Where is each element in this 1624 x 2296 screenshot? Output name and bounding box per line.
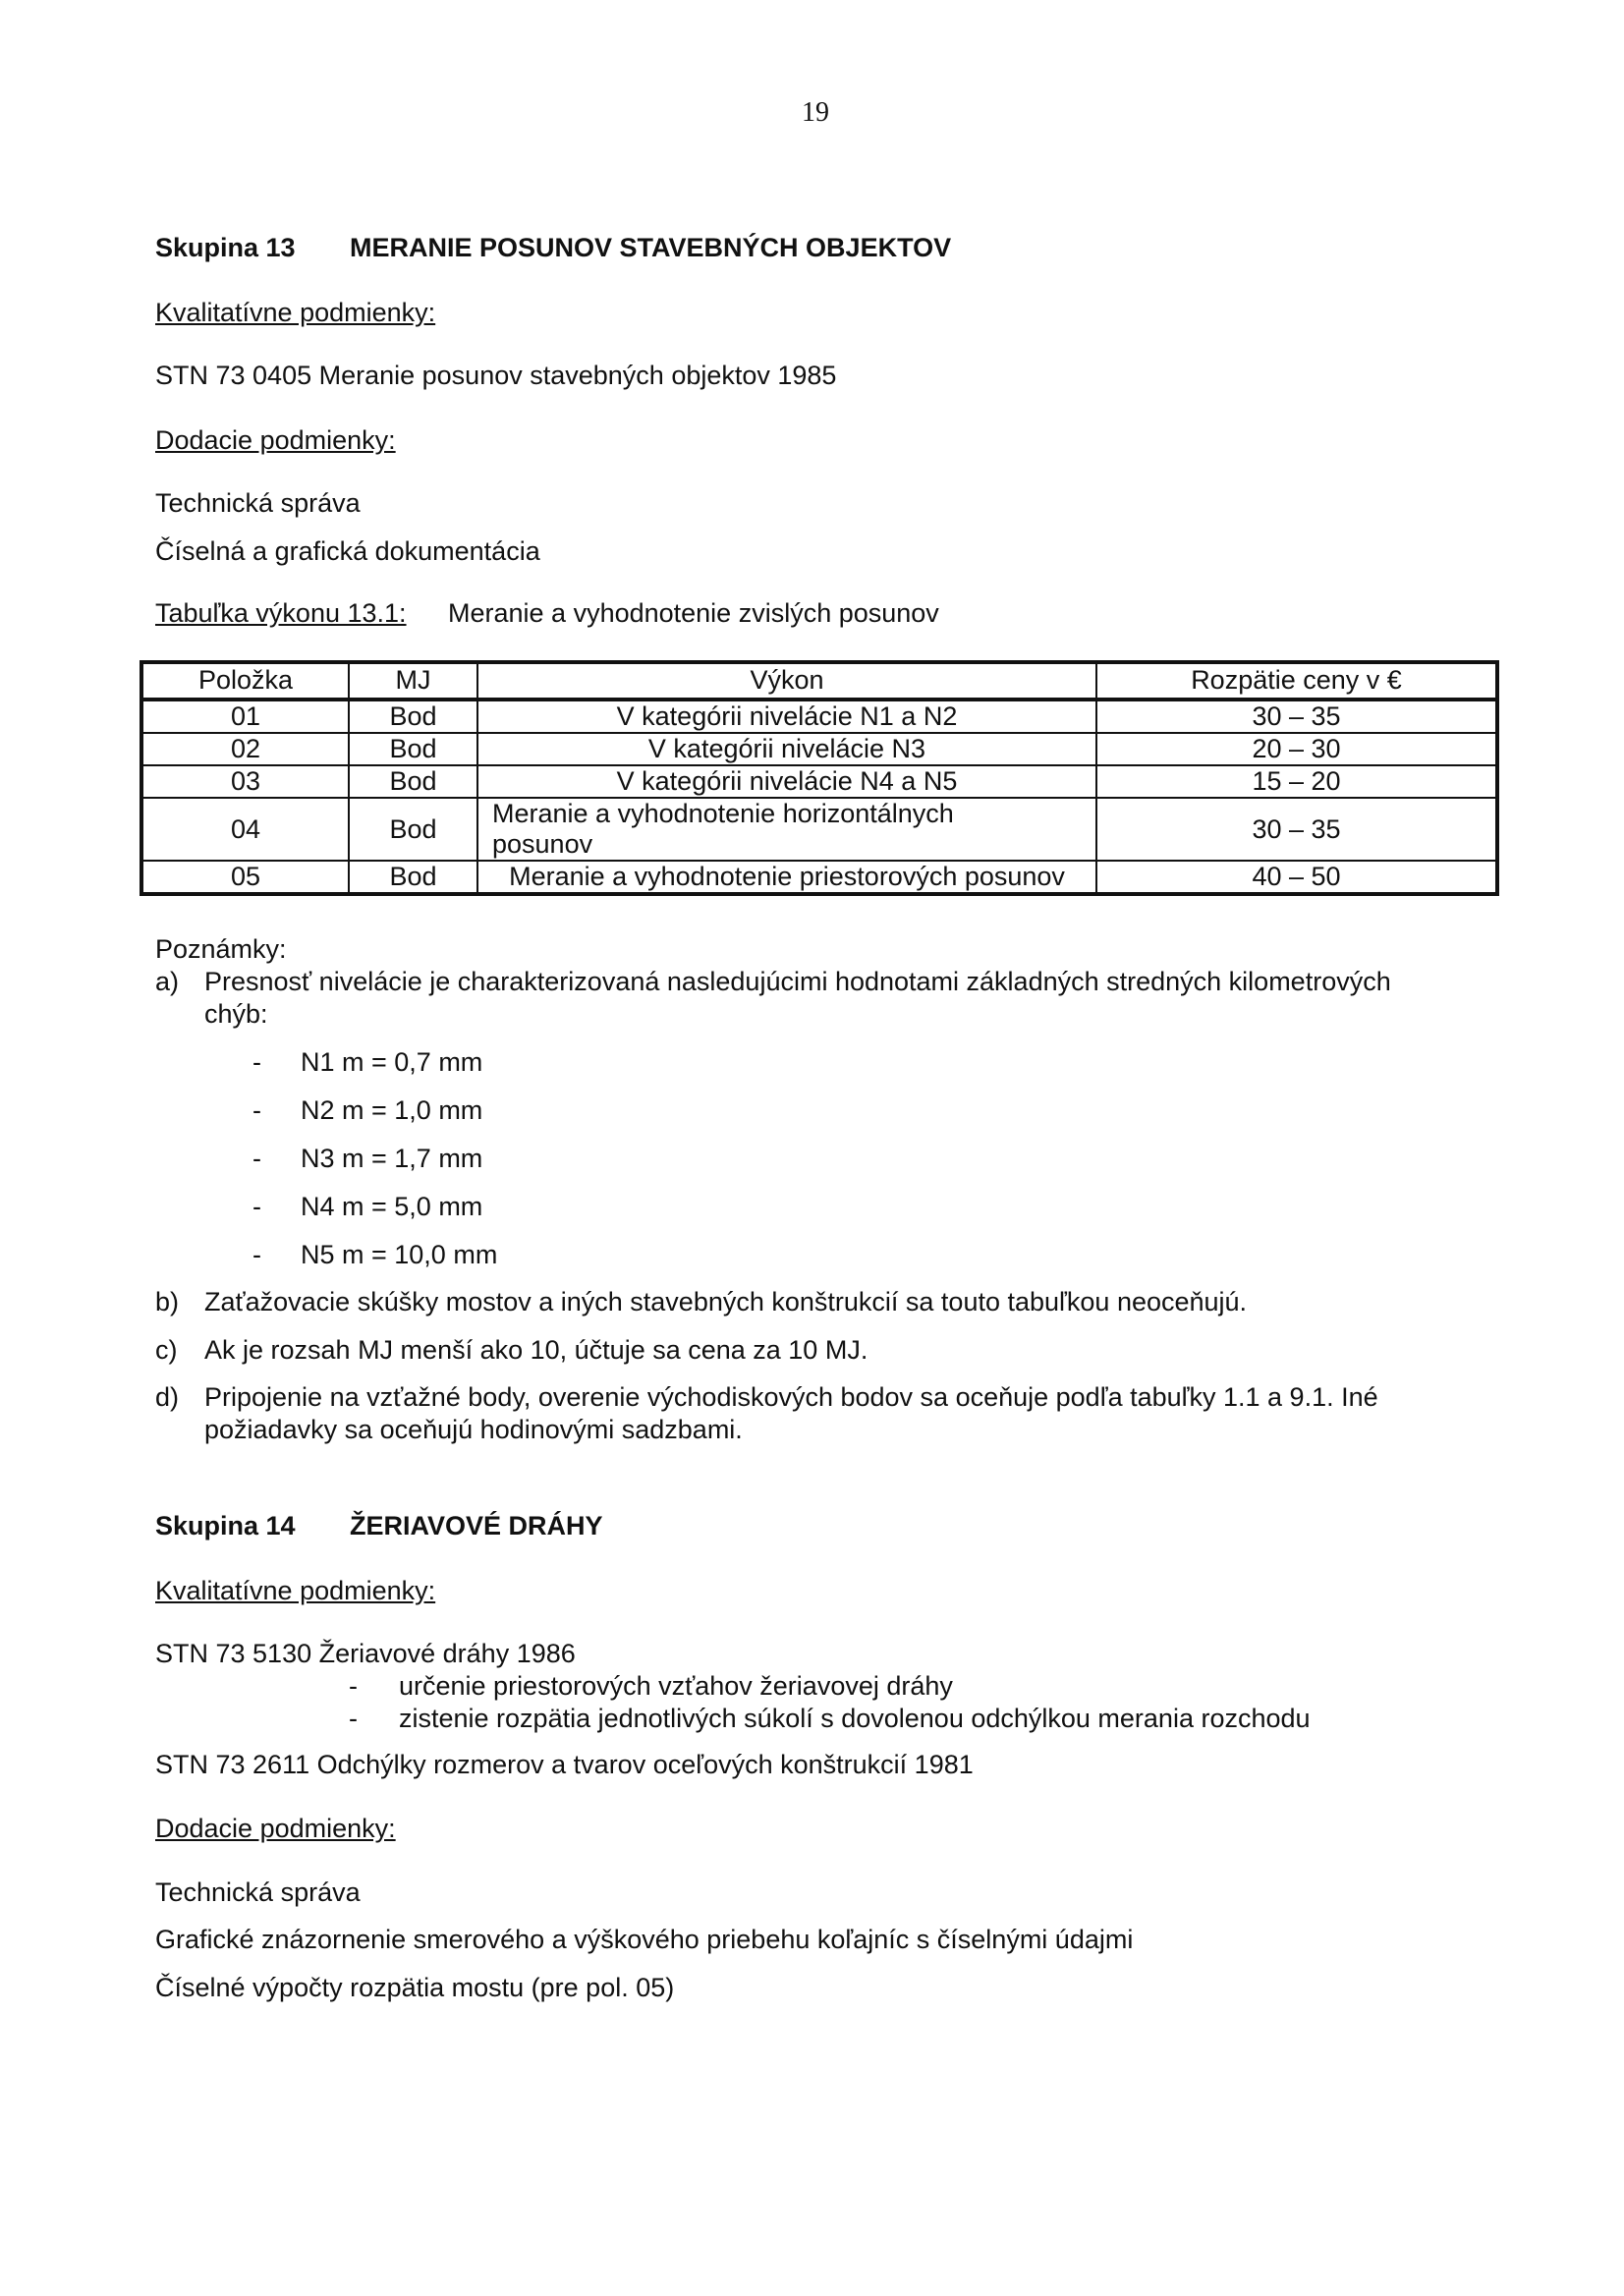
cell-desc: V kategórii nivelácie N1 a N2 [477, 700, 1096, 733]
group13-quality-heading: Kvalitatívne podmienky: [155, 298, 436, 327]
note-c: Ak je rozsah MJ menší ako 10, účtuje sa cena za 10 MJ. [204, 1335, 868, 1365]
note-marker: a) [155, 967, 180, 996]
cell-unit: Bod [349, 798, 477, 861]
cell-desc [477, 798, 1096, 861]
table-caption-text: Meranie a vyhodnotenie zvislých posunov [448, 598, 939, 628]
cell-desc-line: posunov [492, 829, 593, 860]
cell-price: 20 – 30 [1096, 733, 1497, 765]
header-performance: Výkon [477, 662, 1096, 700]
cell-item: 02 [141, 733, 349, 765]
accuracy-dash: - [252, 1095, 261, 1125]
header-item: Položka [141, 662, 349, 700]
group13-title: MERANIE POSUNOV STAVEBNÝCH OBJEKTOV [350, 233, 952, 262]
cell-desc-line: Meranie a vyhodnotenie horizontálnych [492, 799, 954, 829]
notes-heading: Poznámky: [155, 934, 287, 964]
note-marker: d) [155, 1382, 180, 1412]
cell-item: 01 [141, 700, 349, 733]
cell-unit: Bod [349, 700, 477, 733]
note-d-line: Pripojenie na vzťažné body, overenie východiskových bodov sa oceňuje podľa tabuľky 1.1 a 9.1. Iné [204, 1382, 1378, 1412]
accuracy-item: N3 m = 1,7 mm [301, 1144, 483, 1173]
group13-delivery-item: Číselná a grafická dokumentácia [155, 536, 540, 566]
note-a-line: chýb: [204, 999, 268, 1029]
note-marker: b) [155, 1287, 180, 1316]
group14-delivery-item: Číselné výpočty rozpätia mostu (pre pol. 05) [155, 1973, 675, 2002]
accuracy-dash: - [252, 1192, 261, 1221]
standard-item: zistenie rozpätia jednotlivých súkolí s dovolenou odchýlkou merania rozchodu [399, 1704, 1311, 1733]
table-row [141, 733, 1497, 765]
cell-item: 04 [141, 798, 349, 861]
cell-price: 40 – 50 [1096, 861, 1497, 894]
cell-item: 03 [141, 765, 349, 798]
group14-delivery-item: Technická správa [155, 1877, 361, 1907]
group14-standard: STN 73 5130 Žeriavové dráhy 1986 [155, 1639, 576, 1668]
cell-price: 15 – 20 [1096, 765, 1497, 798]
group13-label: Skupina 13 [155, 233, 296, 262]
table-row [141, 765, 1497, 798]
cell-item: 05 [141, 861, 349, 894]
cell-unit: Bod [349, 733, 477, 765]
table-row [141, 861, 1497, 894]
accuracy-item: N5 m = 10,0 mm [301, 1240, 498, 1269]
group13-delivery-item: Technická správa [155, 488, 361, 518]
cell-price: 30 – 35 [1096, 798, 1497, 861]
performance-table [140, 660, 1499, 896]
standard-item: určenie priestorových vzťahov žeriavovej dráhy [399, 1671, 953, 1701]
group14-quality-heading: Kvalitatívne podmienky: [155, 1576, 436, 1605]
group14-title: ŽERIAVOVÉ DRÁHY [350, 1511, 603, 1540]
header-unit: MJ [349, 662, 477, 700]
cell-desc: V kategórii nivelácie N4 a N5 [477, 765, 1096, 798]
group13-quality-text: STN 73 0405 Meranie posunov stavebných objektov 1985 [155, 361, 837, 390]
group14-delivery-heading: Dodacie podmienky: [155, 1814, 396, 1843]
accuracy-item: N4 m = 5,0 mm [301, 1192, 483, 1221]
standard-dash: - [349, 1704, 358, 1733]
group14-delivery-item: Grafické znázornenie smerového a výškového priebehu koľajníc s číselnými údajmi [155, 1925, 1134, 1954]
standard-dash: - [349, 1671, 358, 1701]
table-row [141, 700, 1497, 733]
cell-desc: V kategórii nivelácie N3 [477, 733, 1096, 765]
accuracy-dash: - [252, 1047, 261, 1077]
note-d-line: požiadavky sa oceňujú hodinovými sadzbami. [204, 1415, 743, 1444]
group14-standard: STN 73 2611 Odchýlky rozmerov a tvarov oceľových konštrukcií 1981 [155, 1750, 974, 1779]
accuracy-item: N1 m = 0,7 mm [301, 1047, 483, 1077]
accuracy-dash: - [252, 1240, 261, 1269]
table-row [141, 798, 1497, 861]
accuracy-dash: - [252, 1144, 261, 1173]
cell-unit: Bod [349, 861, 477, 894]
cell-unit: Bod [349, 765, 477, 798]
note-marker: c) [155, 1335, 178, 1365]
cell-desc: Meranie a vyhodnotenie priestorových posunov [477, 861, 1096, 894]
cell-price: 30 – 35 [1096, 700, 1497, 733]
table-header-row [141, 662, 1497, 700]
accuracy-item: N2 m = 1,0 mm [301, 1095, 483, 1125]
group14-label: Skupina 14 [155, 1511, 296, 1540]
table-caption-label: Tabuľka výkonu 13.1: [155, 598, 407, 628]
page-number: 19 [802, 97, 829, 128]
note-a-line: Presnosť nivelácie je charakterizovaná nasledujúcimi hodnotami základných stredných kilometrových [204, 967, 1391, 996]
note-b: Zaťažovacie skúšky mostov a iných stavebných konštrukcií sa touto tabuľkou neoceňujú. [204, 1287, 1248, 1316]
group13-delivery-heading: Dodacie podmienky: [155, 425, 396, 455]
header-price-range: Rozpätie ceny v € [1096, 662, 1497, 700]
